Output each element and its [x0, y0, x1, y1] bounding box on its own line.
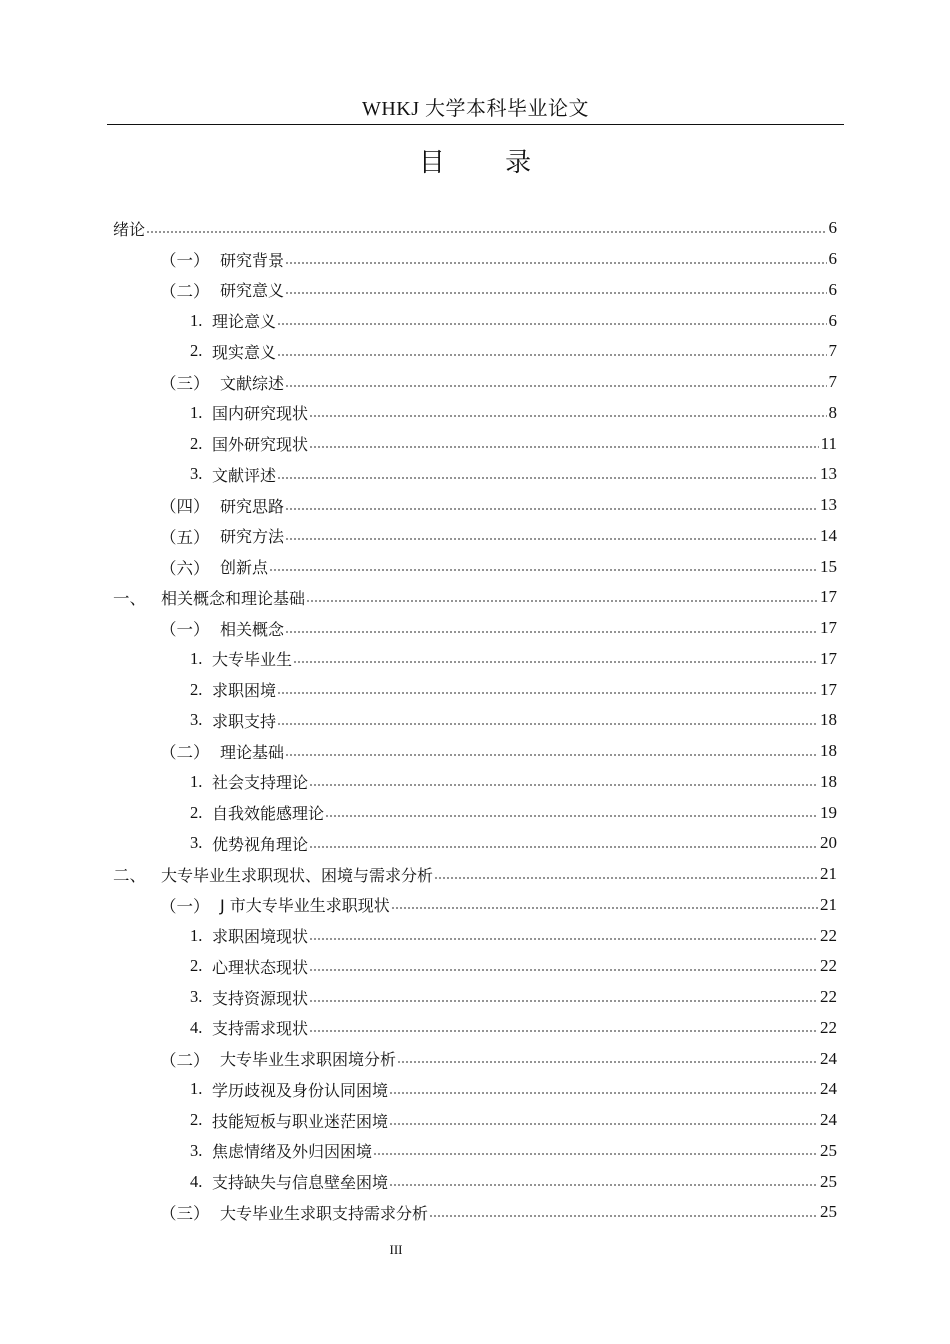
toc-entry[interactable] [190, 674, 837, 705]
toc-entry-page: 21 [820, 864, 837, 884]
dot-leader [309, 446, 819, 448]
toc-entry-label: 大专毕业生求职困境分析 [220, 1050, 397, 1070]
dot-leader [293, 661, 818, 663]
dot-leader [309, 938, 818, 940]
dot-leader [277, 692, 818, 694]
toc-entry-page: 13 [820, 464, 837, 484]
toc-entry-number: 1. [190, 771, 203, 791]
toc-entry-label: 大专毕业生求职支持需求分析 [220, 1203, 429, 1223]
toc-entry[interactable] [160, 1197, 837, 1228]
toc-entry[interactable] [160, 521, 837, 552]
toc-entry[interactable] [160, 551, 837, 582]
dot-leader [269, 569, 818, 571]
toc-entry-label: 社会支持理论 [212, 773, 309, 793]
toc-entry-number: 4. [190, 1171, 203, 1191]
toc-entry-number: （四） [160, 497, 210, 517]
toc-entry-label: J 市大专毕业生求职现状 [220, 896, 390, 916]
toc-entry-page: 22 [820, 925, 837, 945]
toc-entry-number: （一） [160, 896, 210, 916]
dot-leader [277, 477, 818, 479]
toc-entry-label: 研究方法 [220, 527, 285, 547]
toc-entry-number: 3. [190, 987, 203, 1007]
toc-entry[interactable] [190, 1136, 837, 1167]
dot-leader [325, 815, 818, 817]
toc-entry-page: 11 [820, 433, 837, 453]
toc-entry-label: 相关概念和理论基础 [161, 588, 306, 608]
toc-entry-page: 15 [820, 556, 837, 576]
toc-entry-page: 25 [820, 1171, 837, 1191]
toc-entry-number: 3. [190, 464, 203, 484]
toc-entry-label: 学历歧视及身份认同困境 [212, 1080, 389, 1100]
toc-entry-number: 2. [190, 679, 203, 699]
toc-entry-label: 绪论 [113, 219, 146, 239]
dot-leader [285, 631, 818, 633]
dot-leader [285, 754, 818, 756]
dot-leader [434, 877, 818, 879]
dot-leader [309, 846, 818, 848]
toc-entry-number: 2. [190, 341, 203, 361]
toc-entry[interactable] [190, 305, 837, 336]
dot-leader [309, 415, 826, 417]
toc-entry-page: 22 [820, 987, 837, 1007]
toc-entry[interactable] [190, 1166, 837, 1197]
dot-leader [285, 538, 818, 540]
toc-entry-page: 6 [828, 279, 837, 299]
toc-entry-number: 1. [190, 925, 203, 945]
toc-entry-page: 17 [820, 618, 837, 638]
toc-entry[interactable] [190, 1013, 837, 1044]
toc-entry-page: 19 [820, 802, 837, 822]
running-header: WHKJ 大学本科毕业论文 [361, 98, 590, 120]
toc-entry[interactable] [113, 213, 837, 244]
toc-entry[interactable] [190, 398, 837, 429]
dot-leader [309, 1030, 818, 1032]
toc-entry[interactable] [160, 490, 837, 521]
toc-entry-label: 研究思路 [220, 496, 285, 516]
dot-leader [146, 231, 826, 233]
dot-leader [429, 1215, 818, 1217]
toc-entry-label: 文献综述 [220, 373, 285, 393]
toc-entry-label: 研究意义 [220, 281, 285, 301]
toc-entry-page: 6 [828, 310, 837, 330]
toc-entry-number: 2. [190, 433, 203, 453]
dot-leader [309, 1000, 818, 1002]
toc-entry-number: （三） [160, 1204, 210, 1224]
toc-entry-number: 2. [190, 956, 203, 976]
dot-leader [306, 600, 818, 602]
toc-entry-number: （三） [160, 374, 210, 394]
dot-leader [277, 723, 818, 725]
toc-entry-page: 22 [820, 956, 837, 976]
dot-leader [389, 1184, 818, 1186]
toc-entry[interactable] [160, 890, 837, 921]
toc-entry[interactable] [190, 951, 837, 982]
toc-entry-page: 7 [828, 372, 837, 392]
toc-entry-label: 国外研究现状 [212, 435, 309, 455]
dot-leader [391, 907, 818, 909]
toc-entry-page: 24 [820, 1048, 837, 1068]
header-rule [107, 124, 844, 125]
toc-entry[interactable] [190, 1105, 837, 1136]
toc-entry[interactable] [190, 828, 837, 859]
toc-entry-label: 求职支持 [212, 711, 277, 731]
dot-leader [373, 1153, 818, 1155]
toc-entry[interactable] [190, 336, 837, 367]
toc-entry-number: （一） [160, 251, 210, 271]
toc-entry-label: 大专毕业生求职现状、困境与需求分析 [161, 865, 434, 885]
toc-title: 目 录 [418, 148, 558, 178]
toc-entry[interactable] [160, 1043, 837, 1074]
toc-entry-label: 相关概念 [220, 619, 285, 639]
toc-entry-label: 支持缺失与信息壁垒困境 [212, 1173, 389, 1193]
toc-entry[interactable] [160, 613, 837, 644]
toc-entry-label: 自我效能感理论 [212, 804, 325, 824]
toc-entry-label: 支持资源现状 [212, 988, 309, 1008]
toc-entry-number: 1. [190, 310, 203, 330]
toc-entry-number: 二、 [113, 866, 146, 886]
toc-entry-page: 21 [820, 894, 837, 914]
dot-leader [389, 1092, 818, 1094]
toc-entry-number: 2. [190, 802, 203, 822]
toc-entry[interactable] [160, 244, 837, 275]
page-number: III [389, 1242, 403, 1257]
toc-entry[interactable] [190, 459, 837, 490]
toc-entry[interactable] [190, 767, 837, 798]
toc-entry-page: 14 [820, 525, 837, 545]
toc-entry-label: 现实意义 [212, 342, 277, 362]
toc-entry[interactable] [190, 644, 837, 675]
toc-entry[interactable] [190, 982, 837, 1013]
toc-entry-page: 24 [820, 1079, 837, 1099]
toc-entry-number: 1. [190, 402, 203, 422]
toc-entry-page: 25 [820, 1202, 837, 1222]
toc-entry-label: 理论基础 [220, 742, 285, 762]
toc-entry-page: 24 [820, 1110, 837, 1130]
toc-entry-number: （二） [160, 1050, 210, 1070]
toc-entry-number: 2. [190, 1110, 203, 1130]
toc-entry-number: 4. [190, 1017, 203, 1037]
toc-entry-label: 创新点 [220, 558, 269, 578]
toc-entry-page: 25 [820, 1140, 837, 1160]
toc-entry-number: 3. [190, 833, 203, 853]
toc-entry-page: 6 [828, 218, 837, 238]
toc-entry-label: 焦虑情绪及外归因困境 [212, 1142, 373, 1162]
toc-entry[interactable] [190, 705, 837, 736]
toc-entry[interactable] [190, 920, 837, 951]
toc-entry-page: 17 [820, 648, 837, 668]
toc-entry-label: 大专毕业生 [212, 650, 293, 670]
toc-entry-page: 18 [820, 710, 837, 730]
dot-leader [285, 262, 826, 264]
toc-entry-number: （六） [160, 558, 210, 578]
toc-entry-label: 技能短板与职业迷茫困境 [212, 1111, 389, 1131]
toc-entry-page: 17 [820, 587, 837, 607]
dot-leader [309, 784, 818, 786]
toc-entry-page: 7 [828, 341, 837, 361]
dot-leader [277, 354, 826, 356]
toc-entry-page: 8 [828, 402, 837, 422]
dot-leader [285, 292, 826, 294]
toc-entry-number: 1. [190, 1079, 203, 1099]
toc-entry[interactable] [190, 797, 837, 828]
toc-entry[interactable] [190, 1074, 837, 1105]
toc-entry-page: 17 [820, 679, 837, 699]
dot-leader [277, 323, 826, 325]
toc-entry-label: 研究背景 [220, 250, 285, 270]
toc-entry-page: 18 [820, 771, 837, 791]
toc-entry-page: 18 [820, 741, 837, 761]
toc-entry[interactable] [113, 859, 837, 890]
toc-entry-number: 3. [190, 1140, 203, 1160]
dot-leader [309, 969, 818, 971]
toc-entry-label: 求职困境现状 [212, 927, 309, 947]
toc-entry-page: 6 [828, 249, 837, 269]
dot-leader [389, 1123, 818, 1125]
dot-leader [285, 508, 818, 510]
toc-entry-label: 文献评述 [212, 465, 277, 485]
toc-entry-number: （五） [160, 527, 210, 547]
toc-entry-page: 13 [820, 495, 837, 515]
toc-entry-number: 1. [190, 648, 203, 668]
dot-leader [285, 385, 826, 387]
toc-entry-number: 3. [190, 710, 203, 730]
toc-entry[interactable] [113, 582, 837, 613]
toc-entry-number: 一、 [113, 589, 146, 609]
toc-entry-label: 心理状态现状 [212, 957, 309, 977]
toc-entry-page: 22 [820, 1017, 837, 1037]
toc-entry-label: 优势视角理论 [212, 834, 309, 854]
toc-entry-number: （二） [160, 281, 210, 301]
toc-entry-page: 20 [820, 833, 837, 853]
toc-entry-label: 国内研究现状 [212, 404, 309, 424]
toc-entry-number: （一） [160, 620, 210, 640]
toc-entry-label: 支持需求现状 [212, 1019, 309, 1039]
toc-entry[interactable] [160, 736, 837, 767]
toc-entry[interactable] [160, 275, 837, 306]
toc-entry-label: 理论意义 [212, 312, 277, 332]
toc-entry[interactable] [190, 428, 837, 459]
toc-entry[interactable] [160, 367, 837, 398]
toc-entry-number: （二） [160, 743, 210, 763]
toc-entry-label: 求职困境 [212, 681, 277, 701]
dot-leader [397, 1061, 818, 1063]
